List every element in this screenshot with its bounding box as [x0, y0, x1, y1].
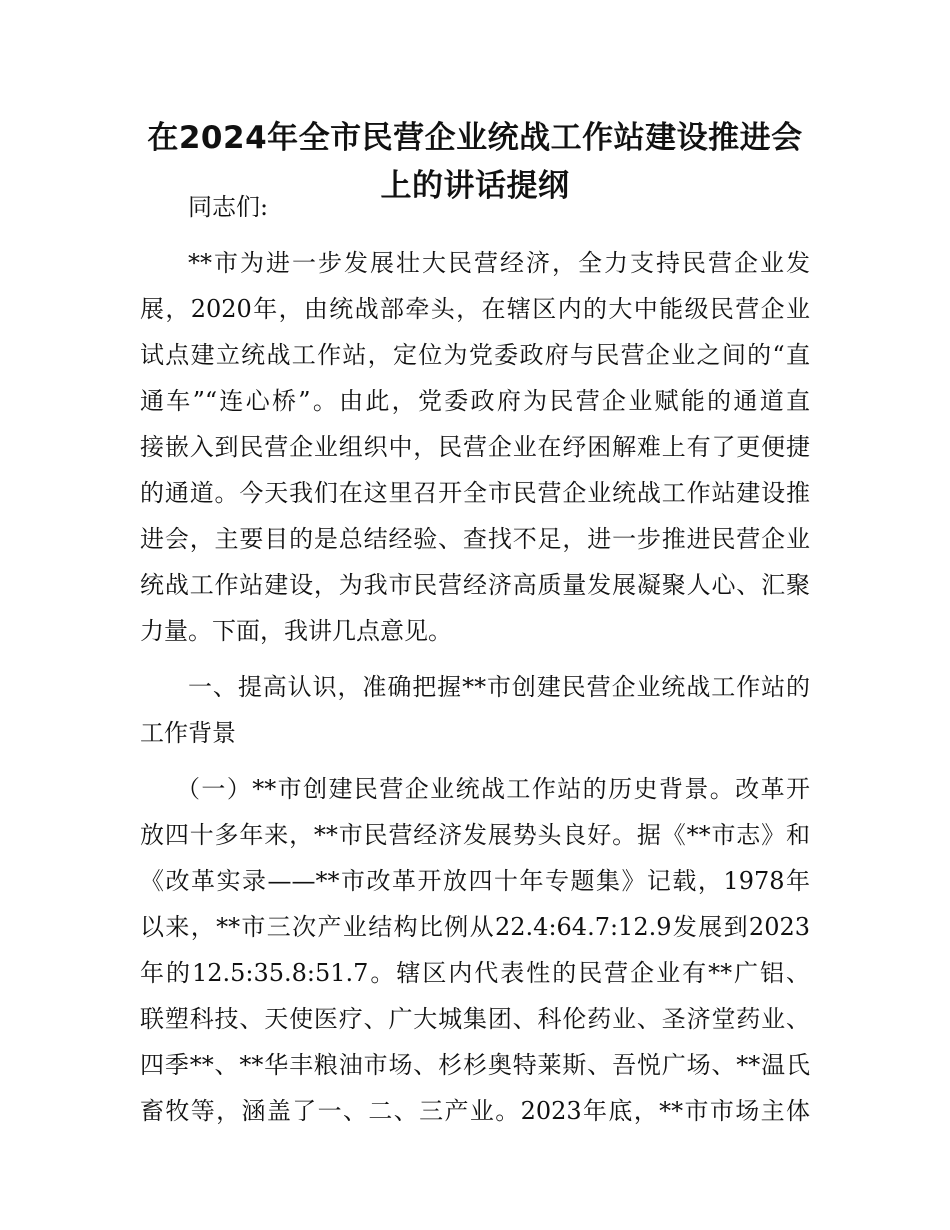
- text-line: 通车”“连心桥”。由此，党委政府为民营企业赋能的通道直: [140, 387, 810, 415]
- paragraph-history: [140, 766, 810, 1134]
- document-body: [140, 184, 810, 1144]
- text-line: 联塑科技、天使医疗、广大城集团、科伦药业、圣济堂药业、: [140, 1005, 810, 1033]
- text-line: 四季**、**华丰粮油市场、杉杉奥特莱斯、吾悦广场、**温氏: [140, 1051, 810, 1079]
- text-line: 一、提高认识，准确把握**市创建民营企业统战工作站的: [188, 673, 810, 701]
- paragraph-intro: [140, 240, 810, 654]
- text-line: 工作背景: [140, 719, 236, 747]
- text-line: 《改革实录——**市改革开放四十年专题集》记载，1978年: [140, 867, 810, 895]
- text-line: 的通道。今天我们在这里召开全市民营企业统战工作站建设推: [140, 479, 810, 507]
- text-line: **市为进一步发展壮大民营经济，全力支持民营企业发: [188, 249, 810, 277]
- section-heading-1: [140, 664, 810, 756]
- text-line: （一）**市创建民营企业统战工作站的历史背景。改革开: [176, 775, 810, 803]
- text-line: 统战工作站建设，为我市民营经济高质量发展凝聚人心、汇聚: [140, 571, 810, 599]
- text-line: 放四十多年来，**市民营经济发展势头良好。据《**市志》和: [140, 821, 810, 849]
- salutation: 同志们:: [188, 193, 269, 221]
- text-line: 以来，**市三次产业结构比例从22.4:64.7:12.9发展到2023: [140, 913, 810, 941]
- text-line: 畜牧等，涵盖了一、二、三产业。2023年底，**市市场主体: [140, 1097, 810, 1125]
- text-line: 展，2020年，由统战部牵头，在辖区内的大中能级民营企业: [140, 295, 810, 323]
- text-line: 年的12.5:35.8:51.7。辖区内代表性的民营企业有**广铝、: [140, 959, 810, 987]
- text-line: 进会，主要目的是总结经验、查找不足，进一步推进民营企业: [140, 525, 810, 553]
- text-line: 接嵌入到民营企业组织中，民营企业在纾困解难上有了更便捷: [140, 433, 810, 461]
- text-line: 力量。下面，我讲几点意见。: [140, 617, 452, 645]
- title-line-1: 在2024年全市民营企业统战工作站建设推进会: [147, 120, 803, 156]
- title-line-2: 上的讲话提纲: [380, 168, 570, 204]
- text-line: 试点建立统战工作站，定位为党委政府与民营企业之间的“直: [140, 341, 810, 369]
